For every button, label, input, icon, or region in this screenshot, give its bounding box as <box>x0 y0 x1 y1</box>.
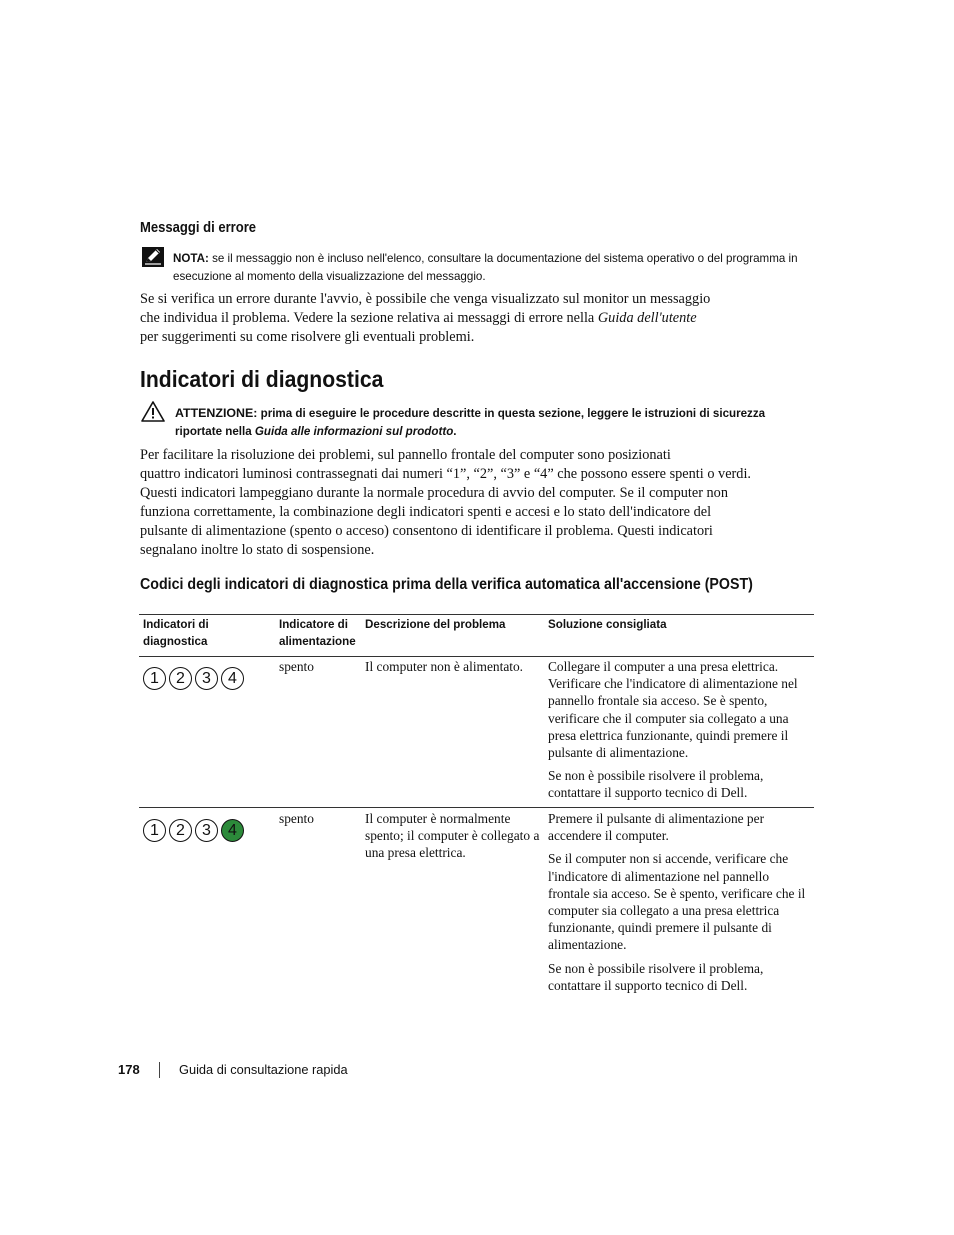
diagnostic-paragraph-line: segnalano inoltre lo stato di sospensione. <box>140 542 375 558</box>
solution-paragraph: Se non è possibile risolvere il problema, contattare il supporto tecnico di Dell. <box>548 960 764 993</box>
footer-title: Guida di consultazione rapida <box>179 1062 348 1077</box>
table-header-power: Indicatore di alimentazione <box>279 618 356 648</box>
warning-triangle-icon <box>141 401 165 422</box>
table-row-1-description: Il computer non è alimentato. <box>365 659 524 674</box>
error-paragraph-line: Se si verifica un errore durante l'avvio, è possibile che venga visualizzato sul monitor un messaggio <box>140 291 711 307</box>
diagnostic-paragraph <box>140 446 820 560</box>
caution-label: ATTENZIONE: <box>175 406 258 420</box>
table-row-2-power: spento <box>279 811 314 826</box>
note-body: se il messaggio non è incluso nell'elenco, consultare la documentazione del sistema operativo o del programma in esecuzione al momento della visualizzazione del messaggio. <box>173 252 798 283</box>
section-heading-diagnostic-indicators: Indicatori di diagnostica <box>140 366 384 392</box>
caution-text: ATTENZIONE: prima di eseguire le procedure descritte in questa sezione, leggere le istruzioni di sicurezza riportate nella Guida alle informazioni sul prodotto. <box>175 406 766 438</box>
diagnostic-light-3: 3 <box>195 819 218 842</box>
table-row-1-leds <box>143 667 244 690</box>
note-pencil-icon <box>142 247 164 267</box>
diagnostic-paragraph-line: quattro indicatori luminosi contrassegnati dai numeri “1”, “2”, “3” e “4” che possono essere spenti o verdi. <box>140 466 751 482</box>
diagnostic-paragraph-line: pulsante di alimentazione (spento o acceso) consentono di identificare il problema. Questi indicatori <box>140 523 713 539</box>
table-row-2-leds <box>143 819 244 842</box>
user-guide-reference: Guida dell'utente <box>597 310 697 326</box>
table-header-description: Descrizione del problema <box>365 618 506 631</box>
table-rule-row <box>139 807 814 808</box>
diagnostic-paragraph-line: funziona correttamente, la combinazione degli indicatori spenti e accesi e lo stato dell'indicatore del <box>140 504 712 520</box>
diagnostic-light-1: 1 <box>143 819 166 842</box>
solution-paragraph: Collegare il computer a una presa elettrica. Verificare che l'indicatore di alimentazione nel pannello frontale sia acceso. Se è spento, verificare che il computer sia collegato a una presa elettrica funzionante, quindi premere il pulsante di alimentazione. <box>548 659 798 761</box>
table-header-solution: Soluzione consigliata <box>548 618 667 631</box>
table-row-2-solution <box>548 810 810 994</box>
diagnostic-light-4-green: 4 <box>221 819 244 842</box>
table-rule-header <box>139 656 814 657</box>
section-heading-post-codes: Codici degli indicatori di diagnostica prima della verifica automatica all'accensione (POST) <box>140 576 753 593</box>
section-heading-error-messages: Messaggi di errore <box>140 220 257 236</box>
diagnostic-paragraph-line: Per facilitare la risoluzione dei problemi, sul pannello frontale del computer sono posizionati <box>140 447 671 463</box>
note-label: NOTA: <box>173 252 209 265</box>
product-info-guide-reference: Guida alle informazioni sul prodotto <box>254 424 454 438</box>
error-paragraph-line: che individua il problema. Vedere la sezione relativa ai messaggi di errore nella Guida dell'utente <box>140 310 697 326</box>
error-paragraph <box>140 290 820 347</box>
diagnostic-light-1: 1 <box>143 667 166 690</box>
error-paragraph-line: per suggerimenti su come risolvere gli eventuali problemi. <box>140 329 475 345</box>
solution-paragraph: Se il computer non si accende, verificare che l'indicatore di alimentazione nel pannello frontale sia acceso. Se è spento, verificare che il computer sia collegato a una presa elettrica funzionante, quindi premere il pulsante di alimentazione. <box>548 851 806 953</box>
diagnostic-light-2: 2 <box>169 667 192 690</box>
solution-paragraph: Premere il pulsante di alimentazione per accendere il computer. <box>548 811 765 844</box>
table-rule-top <box>139 614 814 615</box>
note-text <box>173 250 813 285</box>
table-header-indicators: Indicatori di diagnostica <box>143 618 209 648</box>
table-row-1-solution <box>548 658 810 802</box>
solution-paragraph: Se non è possibile risolvere il problema, contattare il supporto tecnico di Dell. <box>548 768 764 801</box>
diagnostic-light-4: 4 <box>221 667 244 690</box>
diagnostic-paragraph-line: Questi indicatori lampeggiano durante la normale procedura di avvio del computer. Se il computer non <box>140 485 728 501</box>
footer-separator <box>159 1062 160 1078</box>
table-row-2-description: Il computer è normalmente spento; il computer è collegato a una presa elettrica. <box>365 811 540 861</box>
diagnostic-light-3: 3 <box>195 667 218 690</box>
diagnostic-light-2: 2 <box>169 819 192 842</box>
page-number: 178 <box>118 1062 140 1077</box>
table-row-1-power: spento <box>279 659 314 674</box>
